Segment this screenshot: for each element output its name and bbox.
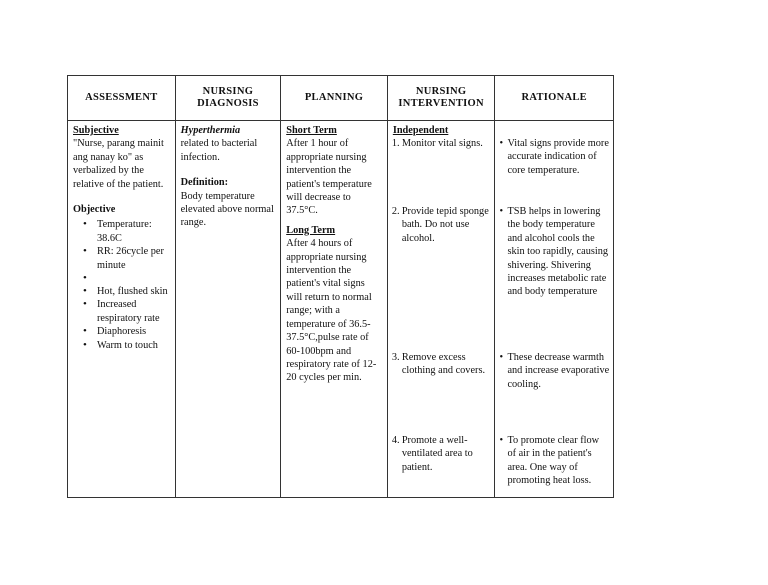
rationale-text: To promote clear flow of air in the patient's area. One way of promoting heat loss.: [507, 435, 600, 487]
objective-item: • Hot, flushed skin: [97, 285, 171, 298]
objective-item: • Increased respiratory rate: [97, 298, 171, 325]
objective-item: • Temperature: 38.6C: [97, 218, 171, 245]
rationale-text: Vital signs provide more accurate indication of core temperature.: [507, 138, 609, 176]
diagnosis-title: Hyperthermia: [180, 125, 241, 136]
planning-header: PLANNING: [281, 76, 387, 121]
assessment-header: ASSESSMENT: [68, 76, 175, 121]
intervention-number: 2.: [391, 206, 400, 217]
diagnosis-text: related to bacterial infection.: [180, 138, 258, 163]
intervention-text: Monitor vital signs.: [401, 138, 483, 149]
diagnosis-body: [176, 121, 281, 230]
definition-text: Body temperature elevated above normal range.: [180, 190, 274, 229]
objective-item: • Warm to touch: [97, 339, 171, 352]
objective-label: Objective: [73, 204, 116, 216]
intervention-item: [392, 137, 492, 150]
long-term-label: Long Term: [286, 224, 336, 236]
diagnosis-column: [176, 76, 282, 497]
intervention-item: [392, 205, 492, 245]
short-term-text: After 1 hour of appropriate nursing intervention the patient's temperature will decrease to 37.5°C.: [286, 138, 372, 217]
subjective-text: "Nurse, parang mainit ang nanay ko" as verbalized by the relative of the patient.: [73, 138, 164, 190]
assessment-body: [68, 121, 175, 352]
intervention-text: Remove excess clothing and covers.: [401, 352, 486, 377]
intervention-item: [392, 351, 492, 378]
rationale-header: RATIONALE: [495, 76, 613, 121]
objective-item: • Diaphoresis: [97, 325, 171, 338]
rationale-body: [495, 121, 613, 499]
intervention-body: [388, 121, 495, 499]
rationale-item: • To promote clear flow of air in the patient's area. One way of promoting heat loss.: [499, 434, 610, 488]
intervention-header: NURSING INTERVENTION: [388, 76, 495, 121]
intervention-column: [388, 76, 496, 497]
intervention-number: 4.: [391, 435, 400, 446]
planning-column: [281, 76, 388, 497]
planning-body: [281, 121, 387, 385]
long-term-text: After 4 hours of appropriate nursing intervention the patient's vital signs will return to normal range; with a temperature of 36.5-37.5°C,pulse rate of 60-100bpm and respiratory rate of 12-20 cycles per min.: [286, 238, 377, 384]
rationale-text: TSB helps in lowering the body temperature and alcohol cools the skin too rapidly, causing shivering. Shivering increases metabolic rate and body temperature: [507, 206, 609, 298]
nursing-care-plan-table: [67, 75, 614, 498]
rationale-text: These decrease warmth and increase evaporative cooling.: [507, 352, 610, 390]
independent-label: Independent: [392, 125, 449, 136]
rationale-item: • TSB helps in lowering the body temperature and alcohol cools the skin too rapidly, causing shivering. Shivering increases metabolic rate and body temperature: [499, 206, 609, 298]
intervention-text: Provide tepid sponge bath. Do not use alcohol.: [401, 206, 489, 244]
objective-item: • RR: 26cycle per minute: [97, 245, 171, 272]
subjective-label: Subjective: [73, 125, 119, 136]
diagnosis-header: NURSING DIAGNOSIS: [176, 76, 281, 121]
objective-list: [73, 218, 171, 352]
short-term-label: Short Term: [286, 125, 337, 136]
intervention-item: [392, 434, 492, 474]
intervention-number: 1.: [391, 138, 400, 149]
intervention-number: 3.: [391, 352, 400, 363]
definition-label: Definition:: [180, 177, 229, 189]
rationale-column: [495, 76, 613, 497]
objective-item: [97, 272, 171, 285]
intervention-text: Promote a well-ventilated area to patient.: [401, 435, 473, 473]
rationale-item: • Vital signs provide more accurate indication of core temperature.: [499, 138, 609, 176]
assessment-column: [68, 76, 176, 497]
rationale-item: • These decrease warmth and increase evaporative cooling.: [499, 352, 610, 390]
